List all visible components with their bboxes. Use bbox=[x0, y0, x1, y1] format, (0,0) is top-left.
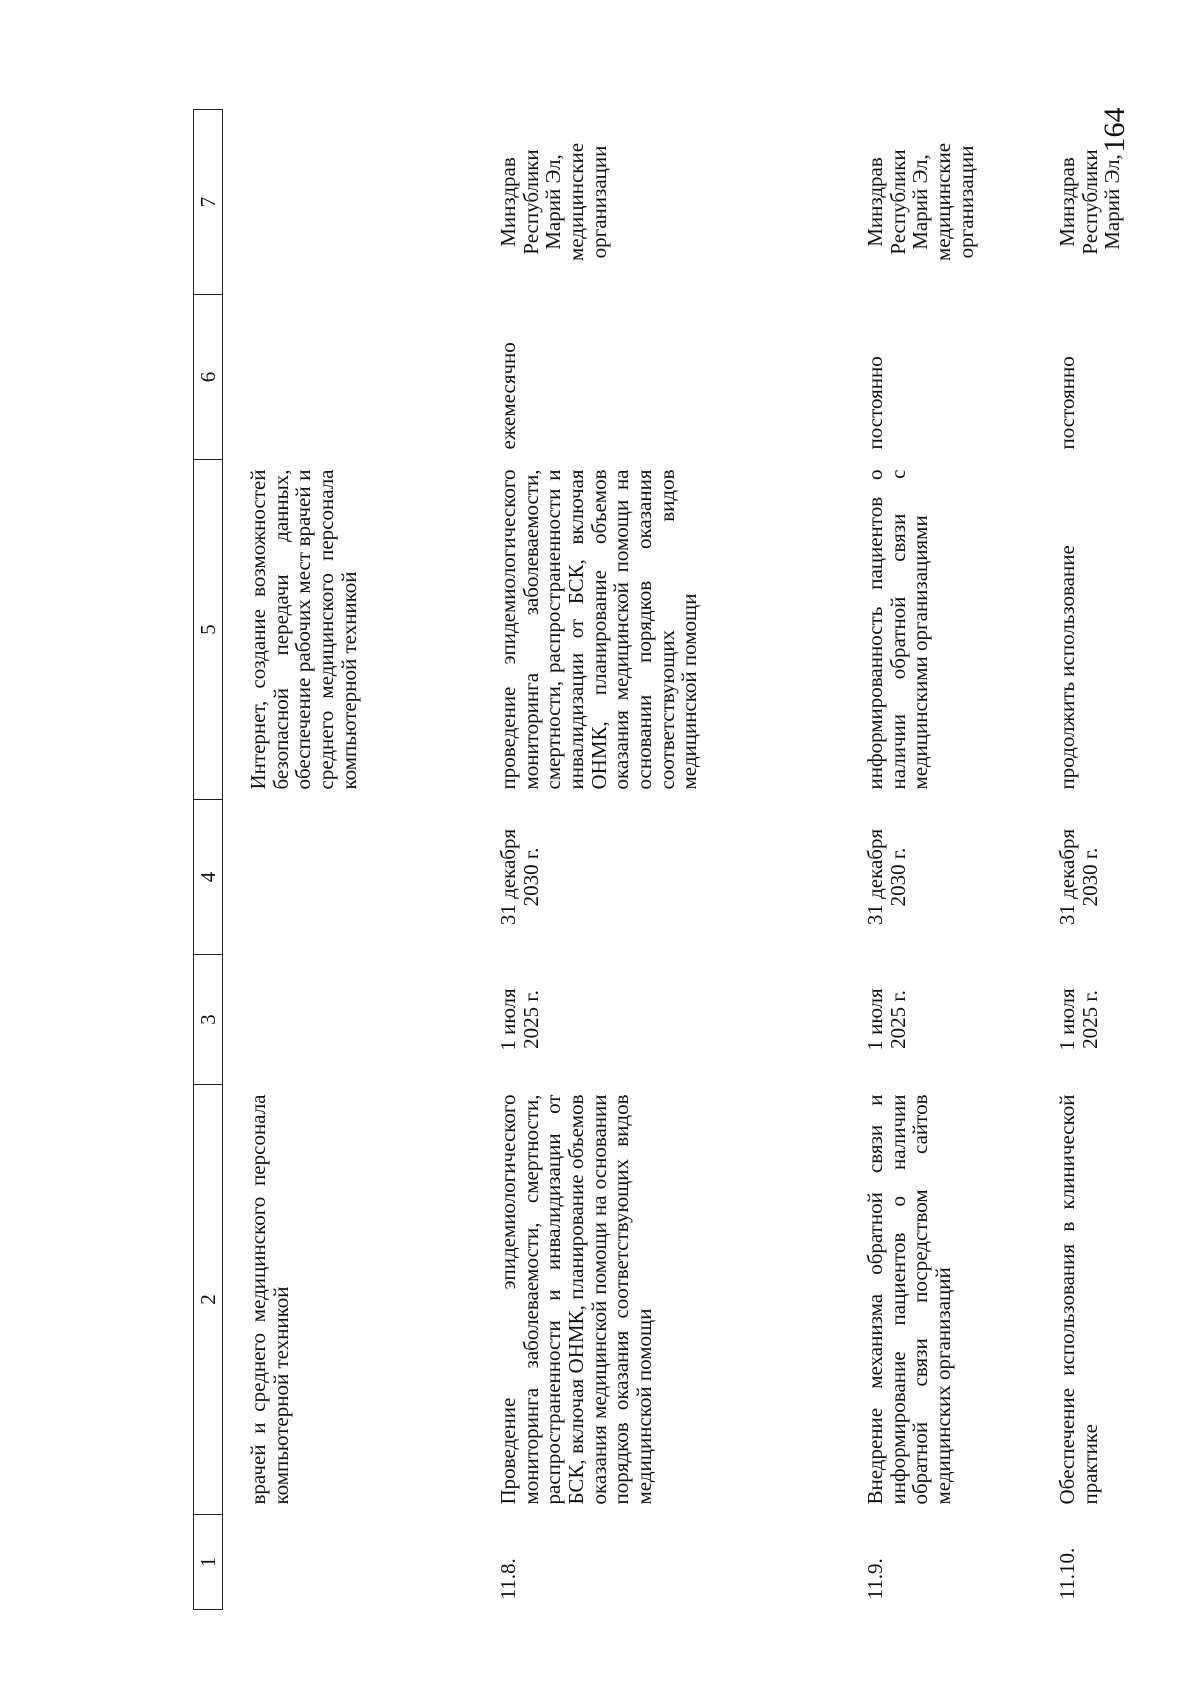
table-row bbox=[223, 110, 458, 1610]
row-number: 11.10. bbox=[1055, 1547, 1079, 1600]
result-cell: Интернет, создание возможностей безопасной передачи данных, обеспечение рабочих мест врачей и среднего медицинского персонала компьютерной техникой bbox=[246, 469, 361, 790]
event-cell: Проведение эпидемиологического мониторинга заболеваемости, смертности, распространенности и инвалидизации от БСК, включая ОНМК, планирование объемов оказания медицинской помощи на основании порядков оказания соответствующих видов медицинской помощи bbox=[496, 1094, 657, 1505]
header-col-7: 7 bbox=[194, 110, 223, 295]
measures-table bbox=[193, 109, 1151, 1610]
responsible-cell bbox=[223, 110, 458, 295]
header-col-3: 3 bbox=[194, 955, 223, 1085]
table-row bbox=[457, 110, 822, 1610]
table-row bbox=[1014, 110, 1151, 1610]
table-row bbox=[822, 110, 1014, 1610]
frequency-cell: постоянно bbox=[863, 356, 887, 450]
row-number: 11.8. bbox=[496, 1558, 520, 1600]
frequency-cell: ежемесячно bbox=[496, 342, 520, 450]
row-number: 11.9. bbox=[863, 1558, 887, 1600]
header-col-6: 6 bbox=[194, 295, 223, 460]
start-date-cell: 1 июля 2025 г. bbox=[496, 988, 543, 1051]
responsible-cell: Минздрав Республики Марий Эл, bbox=[1055, 149, 1125, 255]
end-date-cell: 31 декабря 2030 г. bbox=[863, 828, 910, 926]
page-number: 164 bbox=[1098, 107, 1131, 153]
start-date-cell bbox=[223, 955, 458, 1085]
start-date-cell: 1 июля 2025 г. bbox=[1055, 988, 1102, 1051]
header-row bbox=[194, 110, 223, 1610]
end-date-cell: 31 декабря 2030 г. bbox=[496, 828, 543, 926]
start-date-cell: 1 июля 2025 г. bbox=[863, 988, 910, 1051]
row-number bbox=[223, 1515, 458, 1610]
result-cell: проведение эпидемиологического мониторинга заболеваемости, смертности, распространенности и инвалидизации от БСК, включая ОНМК, планирование объемов оказания медицинской помощи на основании порядков оказания соответствующих видов медицинской помощи bbox=[496, 469, 702, 790]
header-col-1: 1 bbox=[194, 1515, 223, 1610]
end-date-cell bbox=[223, 800, 458, 955]
event-cell: Обеспечение использования в клинической практике bbox=[1055, 1094, 1102, 1505]
frequency-cell: постоянно bbox=[1055, 356, 1079, 450]
header-col-2: 2 bbox=[194, 1085, 223, 1515]
responsible-cell: Минздрав Республики Марий Эл, медицинские организации bbox=[496, 142, 611, 262]
header-col-5: 5 bbox=[194, 460, 223, 800]
result-cell: информированность пациентов о наличии обратной связи с медицинскими организациями bbox=[863, 469, 933, 790]
end-date-cell: 31 декабря 2030 г. bbox=[1055, 828, 1102, 926]
header-col-4: 4 bbox=[194, 800, 223, 955]
event-cell: Внедрение механизма обратной связи и информирование пациентов о наличии обратной связи посредством сайтов медицинских организаций bbox=[863, 1094, 956, 1505]
frequency-cell bbox=[223, 295, 458, 460]
responsible-cell: Минздрав Республики Марий Эл, медицинские организации bbox=[863, 142, 978, 262]
result-cell: продолжить использование bbox=[1055, 545, 1079, 790]
event-cell: врачей и среднего медицинского персонала компьютерной техникой bbox=[246, 1094, 293, 1505]
